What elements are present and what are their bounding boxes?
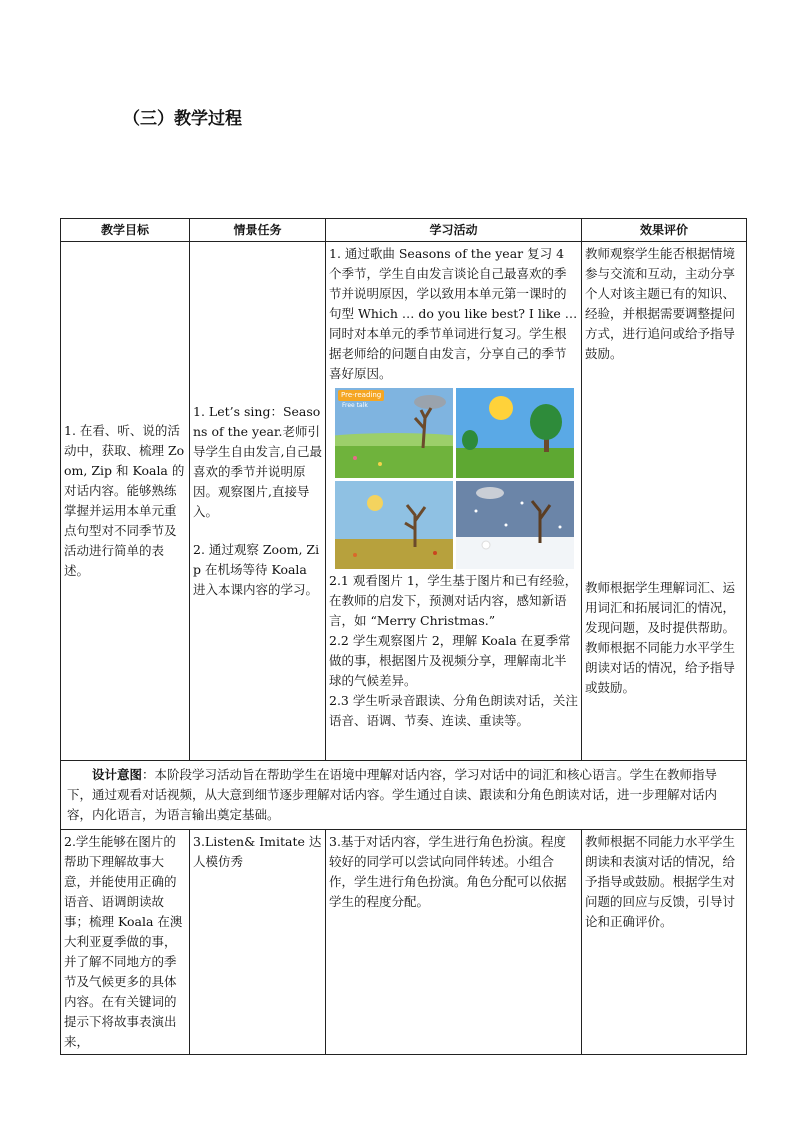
goal-text: 1. 在看、听、说的活动中，获取、梳理 Zoom, Zip 和 Koala 的对话内容。能够熟练掌握并运用本单元重点句型对不同季节及活动进行简单的表述。 <box>64 423 185 578</box>
activity-2-3: 2.3 学生听录音跟读、分角色朗读对话，关注语音、语调、节奏、连读、重读等。 <box>329 693 578 728</box>
summer-scene <box>456 388 574 478</box>
header-goal: 教学目标 <box>61 219 190 242</box>
task-cell-2 <box>190 830 326 1055</box>
activity-cell <box>326 242 582 761</box>
spring-scene <box>335 388 453 478</box>
pre-reading-tag: Pre-reading <box>338 390 384 401</box>
task-text-1: 1. Let’s sing：Seasons of the year.老师引导学生自由发言,自己最喜欢的季节并说明原因。观察图片,直接导入。 <box>193 404 322 519</box>
task-text-3: 3.Listen& Imitate 达人模仿秀 <box>193 834 322 869</box>
design-intent-row <box>61 761 747 830</box>
goal-text-2: 2.学生能够在图片的帮助下理解故事大意，并能使用正确的语音、语调朗读故事；梳理 Koala 在澳大利亚夏季做的事，并了解不同地方的季节及气候更多的具体内容。在有关键词的提示下将故事表演出来， <box>64 834 183 1049</box>
header-task: 情景任务 <box>190 219 326 242</box>
table-row <box>61 242 747 761</box>
task-text-2: 2. 通过观察 Zoom, Zip 在机场等待 Koala 进入本课内容的学习。 <box>193 542 320 597</box>
design-intent-label: 设计意图 <box>92 767 143 782</box>
header-evaluation: 效果评价 <box>582 219 747 242</box>
teaching-process-table <box>60 218 747 1055</box>
activity-2-1: 2.1 观看图片 1，学生基于图片和已有经验，在教师的启发下，预测对话内容，感知新语言，如 “Merry Christmas.” <box>329 573 578 628</box>
evaluation-text-3: 教师根据不同能力水平学生朗读对话的情况，给予指导或鼓励。 <box>585 640 736 695</box>
design-intent-text: ：本阶段学习活动旨在帮助学生在语境中理解对话内容，学习对话中的词汇和核心语言。学生在教师指导下，通过观看对话视频，从大意到细节逐步理解对话内容。学生通过自读、跟读和分角色朗读对话，进一步理解对话内容，内化语言，为语言输出奠定基础。 <box>67 767 718 822</box>
design-intent-cell <box>61 761 747 830</box>
section-heading: （三）教学过程 <box>123 109 242 129</box>
evaluation-cell <box>582 242 747 761</box>
task-cell <box>190 242 326 761</box>
free-talk-tag: Free talk <box>342 402 368 409</box>
evaluation-text-4: 教师根据不同能力水平学生朗读和表演对话的情况，给予指导或鼓励。根据学生对问题的回应与反馈，引导讨论和正确评价。 <box>585 834 736 929</box>
table-row <box>61 830 747 1055</box>
goal-cell-2 <box>61 830 190 1055</box>
activity-text-3: 3.基于对话内容，学生进行角色扮演。程度较好的同学可以尝试向同伴转述。小组合作，学生进行角色扮演。角色分配可以依据学生的程度分配。 <box>329 834 567 909</box>
evaluation-cell-2 <box>582 830 747 1055</box>
evaluation-text-2: 教师根据学生理解词汇、运用词汇和拓展词汇的情况，发现问题，及时提供帮助。 <box>585 580 736 635</box>
autumn-scene <box>335 481 453 569</box>
activity-cell-2 <box>326 830 582 1055</box>
activity-intro: 1. 通过歌曲 Seasons of the year 复习 4 个季节，学生自由发言谈论自己最喜欢的季节并说明原因，学以致用本单元第一课时的句型 Which … do you like best? I like …同时对本单元的季节单词进行复习。学生根据老师给的问题自由发言，分享自己的季节喜好原因。 <box>329 246 578 381</box>
evaluation-text-1: 教师观察学生能否根据情境参与交流和互动，主动分享个人对该主题已有的知识、经验，并根据需要调整提问方式，进行追问或给予指导鼓励。 <box>585 246 736 361</box>
goal-cell <box>61 242 190 761</box>
seasons-image <box>335 388 578 569</box>
activity-2-2: 2.2 学生观察图片 2，理解 Koala 在夏季常做的事，根据图片及视频分享，理解南北半球的气候差异。 <box>329 633 571 688</box>
winter-scene <box>456 481 574 569</box>
header-activity: 学习活动 <box>326 219 582 242</box>
header-row <box>61 219 747 242</box>
